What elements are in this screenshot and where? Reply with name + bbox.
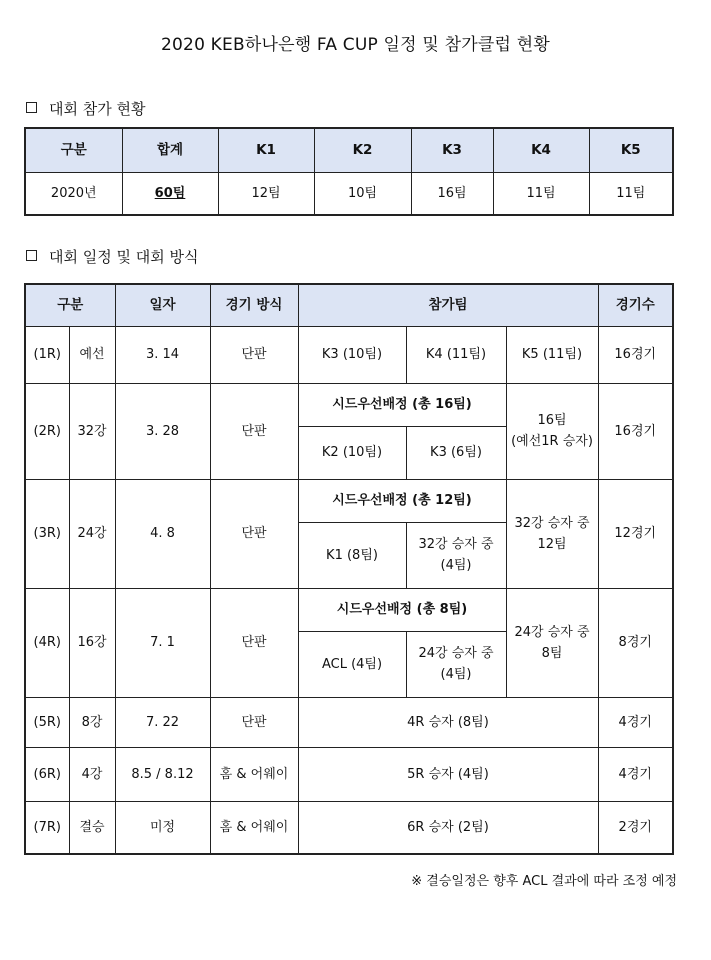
round-name: 4강 [69, 747, 115, 801]
section-participation-heading [26, 98, 145, 119]
round-date: 4. 8 [115, 479, 210, 588]
other-teams-line: (예선1R 승자) [511, 434, 593, 449]
seed-team: K3 (6팀) [406, 426, 506, 479]
round-row-5r [25, 697, 673, 747]
col-format: 경기 방식 [210, 284, 298, 326]
round-teams: 5R 승자 (4팀) [298, 747, 598, 801]
round-row-7r [25, 801, 673, 854]
round-code: (4R) [25, 588, 69, 697]
round-row-1r [25, 326, 673, 383]
seed-team-line: (4팀) [440, 667, 472, 682]
checkbox-square-icon [26, 102, 37, 113]
round-name: 16강 [69, 588, 115, 697]
round-format: 단판 [210, 326, 298, 383]
round-matches: 12경기 [598, 479, 673, 588]
cell-k1: 12팀 [218, 172, 314, 215]
col-k1: K1 [218, 128, 314, 172]
round-matches: 16경기 [598, 326, 673, 383]
round-matches: 4경기 [598, 697, 673, 747]
seed-team-line: (4팀) [440, 558, 472, 573]
participation-data-row [25, 172, 673, 215]
round-format: 홈 & 어웨이 [210, 747, 298, 801]
round-date: 3. 28 [115, 383, 210, 479]
cell-k3: 16팀 [411, 172, 493, 215]
seed-allocation: 시드우선배정 (총 12팀) [298, 479, 506, 522]
round-other-teams [506, 588, 598, 697]
seed-team-line: 32강 승자 중 [418, 537, 494, 552]
round-format: 단판 [210, 383, 298, 479]
round-date: 7. 1 [115, 588, 210, 697]
seed-team: K2 (10팀) [298, 426, 406, 479]
round-code: (1R) [25, 326, 69, 383]
checkbox-square-icon [26, 250, 37, 261]
schedule-header-row [25, 284, 673, 326]
round-matches: 16경기 [598, 383, 673, 479]
cell-k2: 10팀 [314, 172, 411, 215]
round-date: 8.5 / 8.12 [115, 747, 210, 801]
participation-table [24, 127, 674, 216]
round-teams: 4R 승자 (8팀) [298, 697, 598, 747]
col-teams: 참가팀 [298, 284, 598, 326]
section-participation-label: 대회 참가 현황 [49, 100, 146, 118]
round-format: 단판 [210, 697, 298, 747]
round-row-6r [25, 747, 673, 801]
round-matches: 8경기 [598, 588, 673, 697]
round-format: 홈 & 어웨이 [210, 801, 298, 854]
round-teams: 6R 승자 (2팀) [298, 801, 598, 854]
round-name: 결승 [69, 801, 115, 854]
round-other-teams [506, 383, 598, 479]
round-code: (7R) [25, 801, 69, 854]
round-format: 단판 [210, 479, 298, 588]
cell-year: 2020년 [25, 172, 122, 215]
round-name: 32강 [69, 383, 115, 479]
round-code: (3R) [25, 479, 69, 588]
col-k3: K3 [411, 128, 493, 172]
seed-allocation: 시드우선배정 (총 8팀) [298, 588, 506, 631]
section-schedule-heading [26, 246, 198, 267]
col-gubun: 구분 [25, 284, 115, 326]
col-date: 일자 [115, 284, 210, 326]
round-code: (5R) [25, 697, 69, 747]
seed-allocation: 시드우선배정 (총 16팀) [298, 383, 506, 426]
participation-header-row [25, 128, 673, 172]
round-name: 24강 [69, 479, 115, 588]
round-row-2r [25, 383, 673, 426]
col-total: 합계 [122, 128, 218, 172]
round-row-4r [25, 588, 673, 631]
round-format: 단판 [210, 588, 298, 697]
other-teams-line: 12팀 [537, 536, 567, 552]
round-matches: 2경기 [598, 801, 673, 854]
section-schedule-label: 대회 일정 및 대회 방식 [49, 248, 199, 266]
other-teams-line: 8팀 [541, 645, 563, 661]
seed-team-line: 24강 승자 중 [418, 646, 494, 661]
round-other-teams [506, 479, 598, 588]
round-matches: 4경기 [598, 747, 673, 801]
seed-team: ACL (4팀) [298, 631, 406, 697]
schedule-table [24, 283, 674, 855]
round-name: 예선 [69, 326, 115, 383]
other-teams-line: 32강 승자 중 [514, 515, 590, 531]
col-k2: K2 [314, 128, 411, 172]
round-team: K5 (11팀) [506, 326, 598, 383]
round-date: 7. 22 [115, 697, 210, 747]
page-title: 2020 KEB하나은행 FA CUP 일정 및 참가클럽 현황 [161, 35, 550, 55]
round-team: K3 (10팀) [298, 326, 406, 383]
round-date: 미정 [115, 801, 210, 854]
seed-team: K1 (8팀) [298, 522, 406, 588]
cell-total: 60팀 [122, 172, 218, 215]
col-k5: K5 [589, 128, 673, 172]
round-code: (6R) [25, 747, 69, 801]
col-gubun: 구분 [25, 128, 122, 172]
cell-k4: 11팀 [493, 172, 589, 215]
col-k4: K4 [493, 128, 589, 172]
seed-team [406, 631, 506, 697]
seed-team [406, 522, 506, 588]
col-matches: 경기수 [598, 284, 673, 326]
round-code: (2R) [25, 383, 69, 479]
round-date: 3. 14 [115, 326, 210, 383]
round-name: 8강 [69, 697, 115, 747]
round-team: K4 (11팀) [406, 326, 506, 383]
cell-k5: 11팀 [589, 172, 673, 215]
round-row-3r [25, 479, 673, 522]
other-teams-line: 16팀 [537, 413, 567, 428]
footnote: ※ 결승일정은 향후 ACL 결과에 따라 조정 예정 [411, 874, 677, 889]
other-teams-line: 24강 승자 중 [514, 624, 590, 640]
